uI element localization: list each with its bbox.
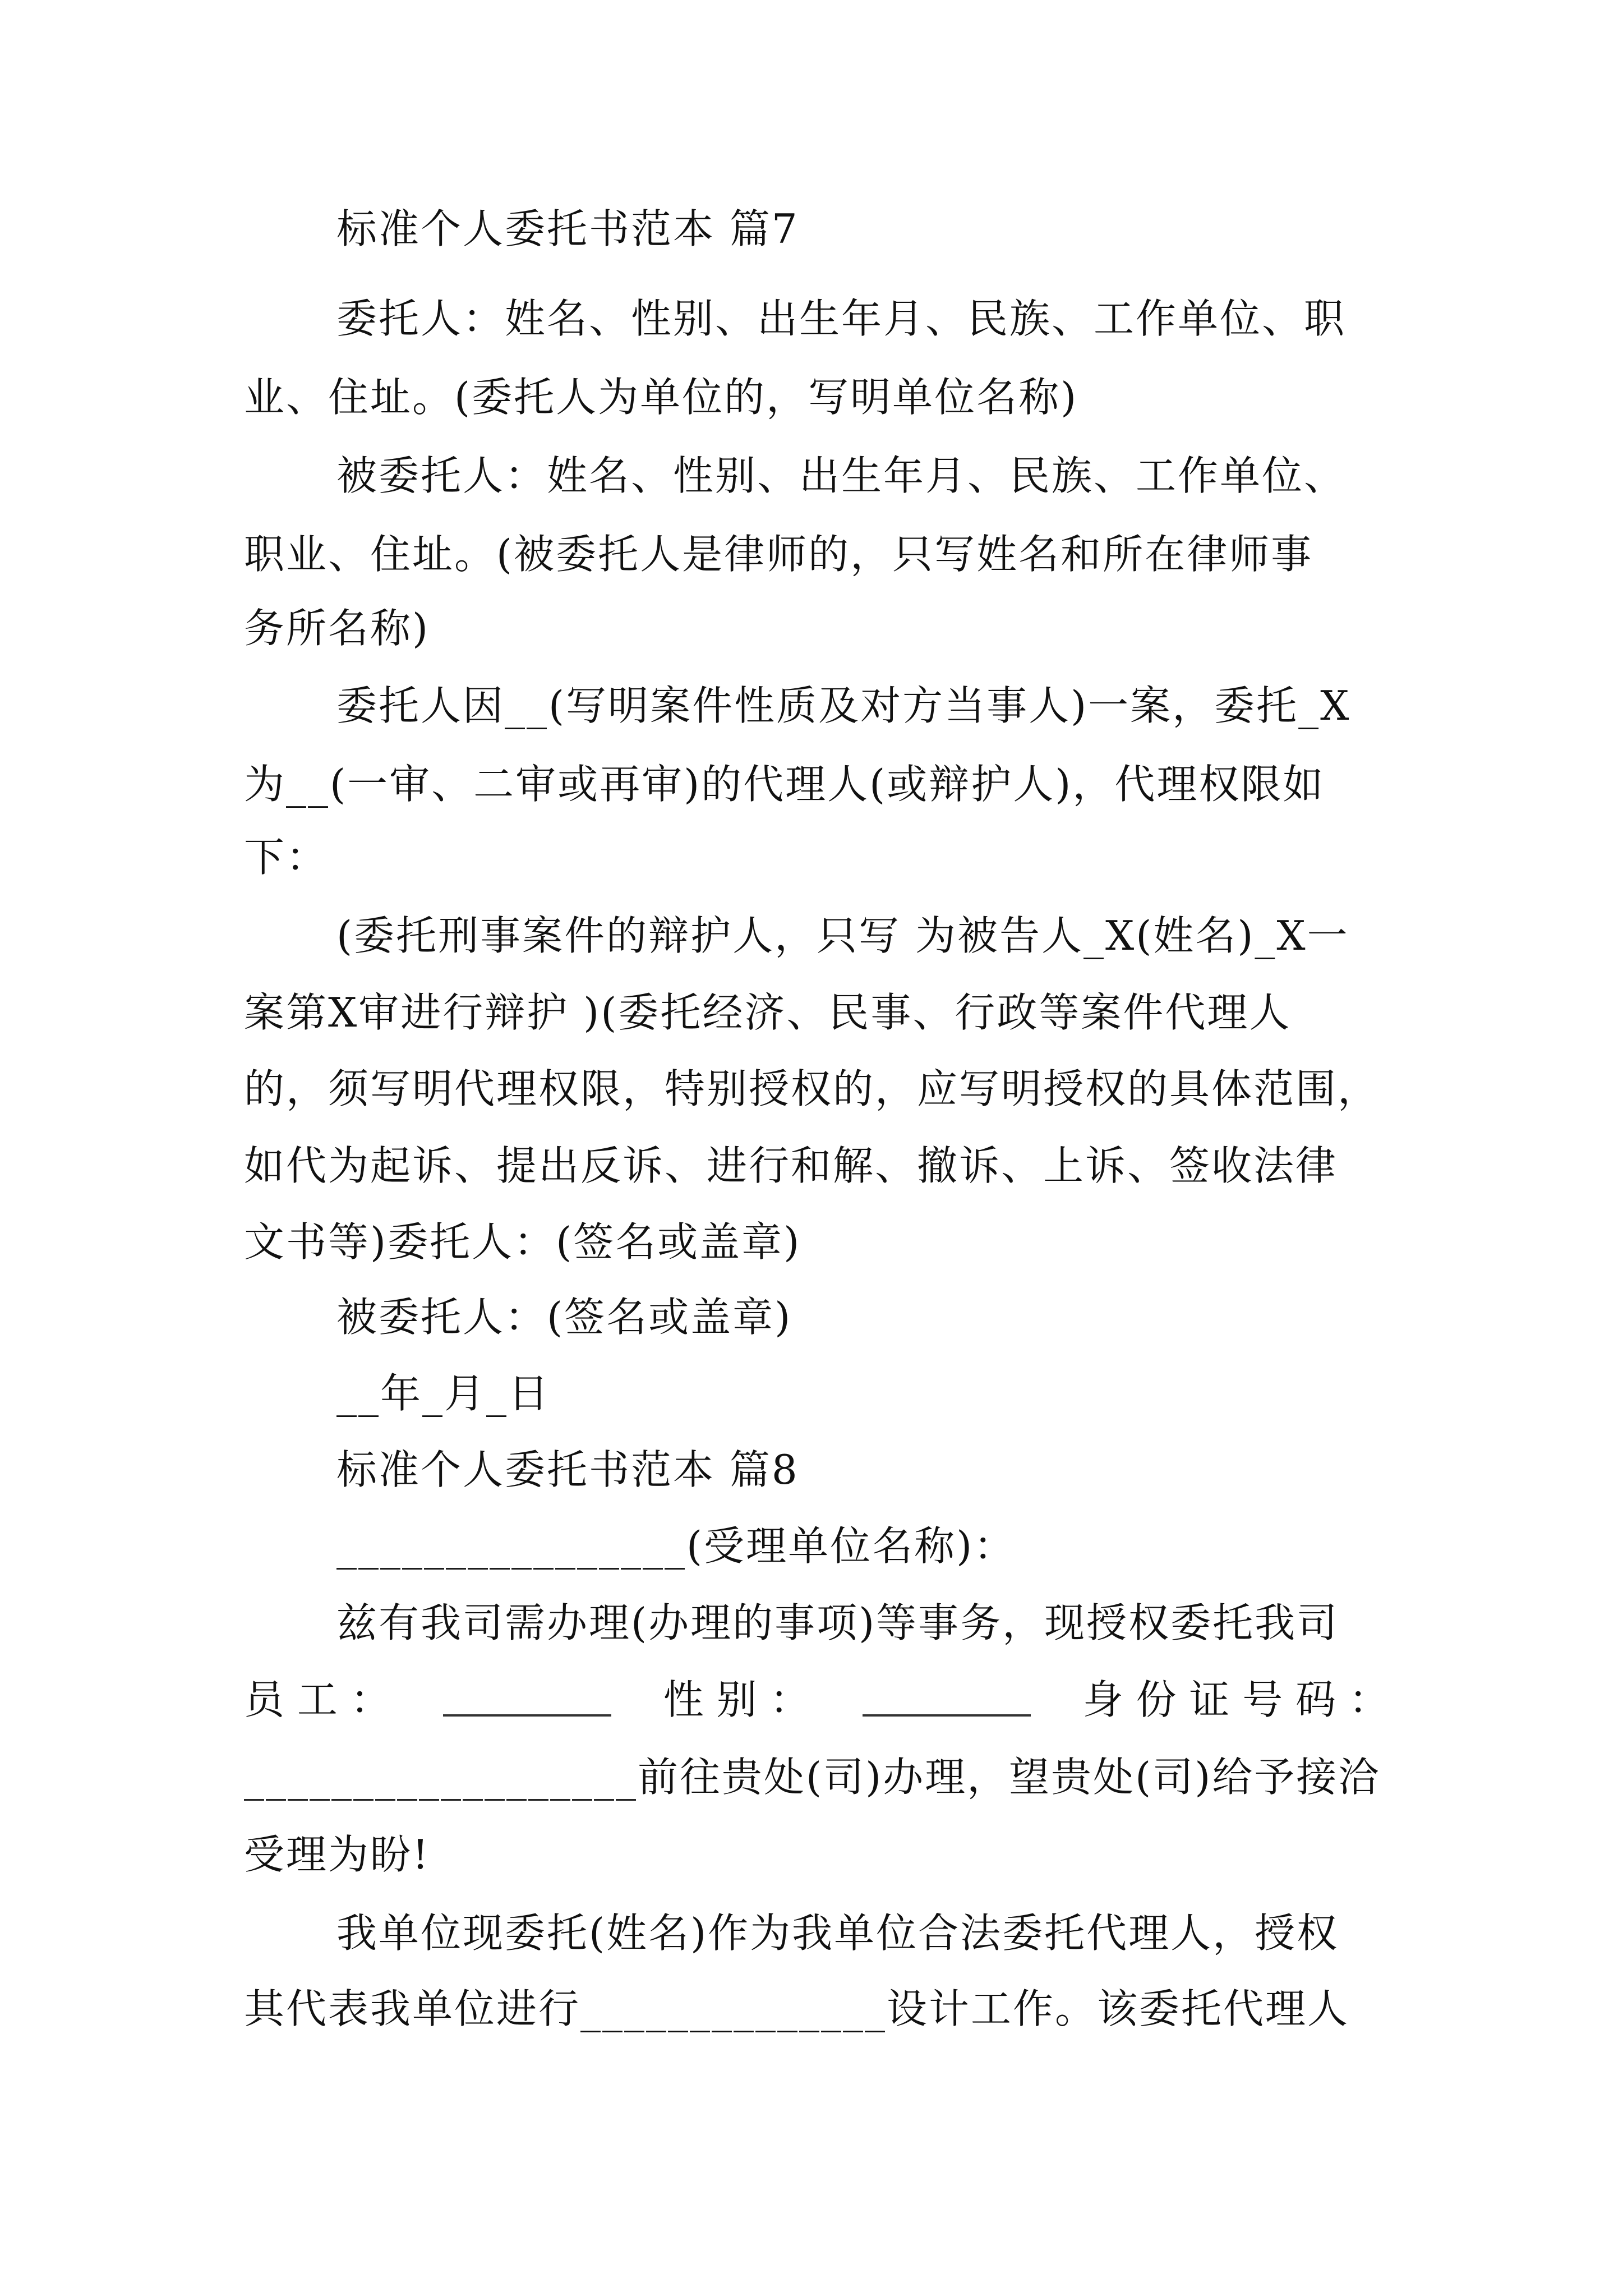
paragraph-line: 职业、住址。(被委托人是律师的，只写姓名和所在律师事 (244, 531, 1313, 578)
paragraph-line: __________________前往贵处(司)办理，望贵处(司)给予接洽 (244, 1754, 1381, 1801)
paragraph-line: 如代为起诉、提出反诉、进行和解、撤诉、上诉、签收法律 (244, 1142, 1338, 1189)
gender-label: 性 别 ： (663, 1676, 810, 1723)
paragraph-line: 业、住址。(委托人为单位的，写明单位名称) (244, 374, 1078, 421)
staff-info-line (244, 1673, 1389, 1727)
paragraph-line: 下： (244, 834, 329, 881)
staff-label: 员 工 ： (244, 1676, 391, 1723)
paragraph-line: ________________(受理单位名称)： (336, 1522, 1016, 1570)
paragraph-line: 委托人：姓名、性别、出生年月、民族、工作单位、职 (336, 295, 1347, 342)
paragraph-line: 委托人因__(写明案件性质及对方当事人)一案，委托_X (336, 682, 1351, 729)
date-line: __年_月_日 (336, 1370, 551, 1417)
section-heading-8: 标准个人委托书范本 篇8 (336, 1446, 799, 1493)
paragraph-line: 务所名称) (244, 605, 430, 652)
paragraph-line: 被委托人：(签名或盖章) (336, 1294, 792, 1341)
staff-name-blank (443, 1683, 611, 1717)
paragraph-line: 被委托人：姓名、性别、出生年月、民族、工作单位、 (336, 452, 1347, 499)
section-heading-7: 标准个人委托书范本 篇7 (336, 205, 799, 252)
paragraph-line: 案第X审进行辩护 )(委托经济、民事、行政等案件代理人 (244, 989, 1292, 1036)
id-number-label: 身 份 证 号 码 ： (1082, 1676, 1389, 1723)
paragraph-line: (委托刑事案件的辩护人，只写 为被告人_X(姓名)_X一 (336, 912, 1349, 959)
paragraph-line: 文书等)委托人：(签名或盖章) (244, 1218, 801, 1266)
paragraph-line: 兹有我司需办理(办理的事项)等事务，现授权委托我司 (336, 1599, 1339, 1646)
paragraph-line: 的，须写明代理权限，特别授权的，应写明授权的具体范围， (244, 1065, 1380, 1112)
paragraph-line: 其代表我单位进行______________设计工作。该委托代理人 (244, 1985, 1350, 2032)
paragraph-line: 受理为盼! (244, 1831, 430, 1878)
paragraph-line: 为__(一审、二审或再审)的代理人(或辩护人)，代理权限如 (244, 761, 1325, 808)
gender-blank (863, 1683, 1031, 1717)
paragraph-line: 我单位现委托(姓名)作为我单位合法委托代理人，授权 (336, 1910, 1339, 1957)
